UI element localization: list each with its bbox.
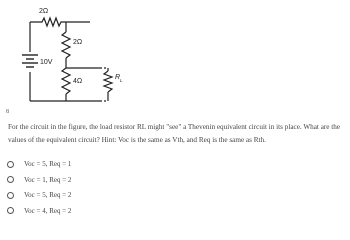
r2-resistor	[62, 32, 70, 58]
r3-resistor	[62, 68, 70, 94]
question-text: For the circuit in the figure, the load resistor RL might "see" a Thevenin equivalent circuit in its place. What are the values of the equivalent circuit? Hint: Voc is the same as Vth, and Req is the same as Rth.	[8, 123, 341, 144]
circuit-diagram	[0, 0, 350, 110]
source-label: 10V	[40, 59, 53, 66]
answer-options	[7, 157, 71, 219]
answer-label: Voc = 5, Req = 2	[24, 191, 72, 199]
answer-option-3[interactable]	[7, 188, 71, 202]
question-number: 8	[6, 109, 9, 115]
answer-label: Voc = 1, Req = 2	[24, 175, 72, 184]
answer-option-4[interactable]	[7, 204, 71, 218]
r1-resistor	[30, 18, 62, 26]
radio-button[interactable]	[7, 176, 14, 183]
answer-option-2[interactable]	[7, 173, 71, 187]
load-resistor	[104, 71, 112, 92]
voltage-source	[22, 55, 38, 67]
load-label: R	[115, 74, 121, 81]
r2-label: 2Ω	[73, 39, 83, 46]
radio-button[interactable]	[7, 192, 14, 199]
load-subscript: L	[120, 78, 123, 83]
radio-button[interactable]	[7, 207, 14, 214]
answer-label: Voc = 5, Req = 1	[24, 160, 72, 168]
answer-option-1[interactable]	[7, 157, 71, 171]
r3-label: 4Ω	[73, 78, 83, 85]
r1-label: 2Ω	[39, 8, 49, 15]
radio-button[interactable]	[7, 161, 14, 168]
answer-label: Voc = 4, Req = 2	[24, 206, 72, 215]
